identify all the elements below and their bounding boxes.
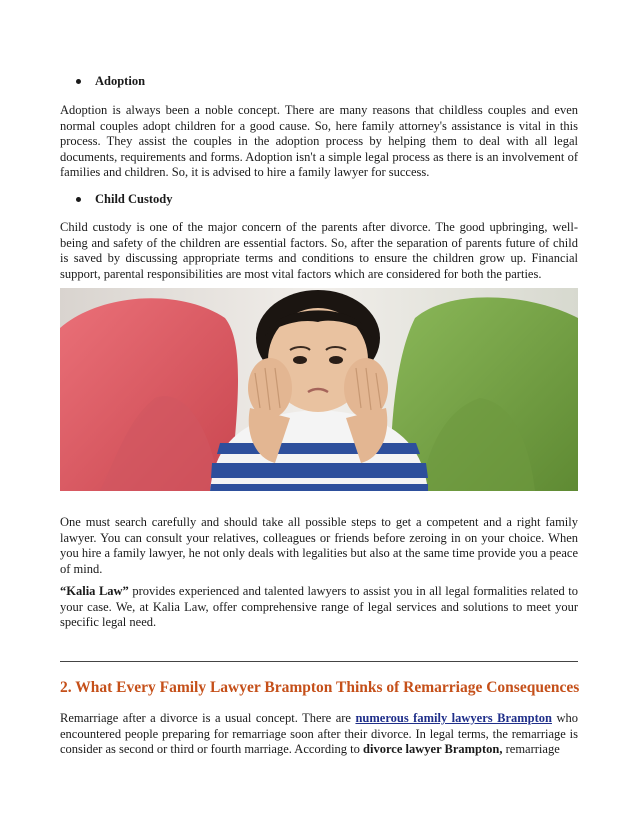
section-2-heading: 2. What Every Family Lawyer Brampton Thinks of Remarriage Consequences [60, 679, 580, 696]
remarriage-text-start: Remarriage after a divorce is a usual concept. There are [60, 711, 356, 725]
child-custody-paragraph: Child custody is one of the major concern of the parents after divorce. The good upbringing, well-being and safety of the children are essential factors. So, after the separation of parents future of child is saved by discussing appropriate terms and conditions to ensure the children grow up. Financial support, parental responsibilities are most vital factors which are considered for both the parties. [60, 220, 578, 281]
adoption-bullet [76, 74, 145, 89]
adoption-heading: Adoption [95, 74, 146, 88]
section-divider [60, 661, 578, 662]
child-custody-heading: Child Custody [95, 192, 173, 206]
child-custody-bullet [76, 192, 172, 207]
remarriage-text-end: remarriage [502, 742, 560, 757]
remarriage-text-middle: who encountered people preparing for remarriage soon after their divorce. In legal terms, the remarriage is consider as second or third or fourth marriage. According to [60, 711, 579, 757]
kalia-law-name: “Kalia Law” [60, 584, 129, 598]
bullet-icon [76, 79, 81, 84]
search-lawyer-paragraph: One must search carefully and should take all possible steps to get a competent and a right family lawyer. You can consult your relatives, colleagues or friends before zeroing in on your choice. When you hire a family lawyer, he not only deals with legalities but also at the same time provide you a peace of mind. [60, 515, 578, 576]
bullet-icon [76, 197, 81, 202]
kalia-law-description: provides experienced and talented lawyers to assist you in all legal formalities related to your case. We, at Kalia Law, offer comprehensive range of legal services and solutions to meet your specific legal need. [60, 584, 578, 630]
family-lawyers-brampton-link[interactable]: numerous family lawyers Brampton [355, 711, 552, 725]
sad-child-photo [60, 288, 578, 491]
divorce-lawyer-brampton-bold: divorce lawyer Brampton, [363, 742, 503, 757]
remarriage-paragraph [60, 711, 578, 758]
kalia-law-paragraph [60, 584, 578, 631]
sad-child-illustration [60, 288, 578, 491]
adoption-paragraph: Adoption is always been a noble concept. There are many reasons that childless couples and even normal couples adopt children for a good cause. So, here family attorney's assistance is vital in this process. They assist the couples in the adoption process by helping them to deal with all legal documents, requirements and forms. Adoption isn't a simple legal process as there is an involvement of families and children. So, it is advised to hire a family lawyer for success. [60, 103, 578, 180]
